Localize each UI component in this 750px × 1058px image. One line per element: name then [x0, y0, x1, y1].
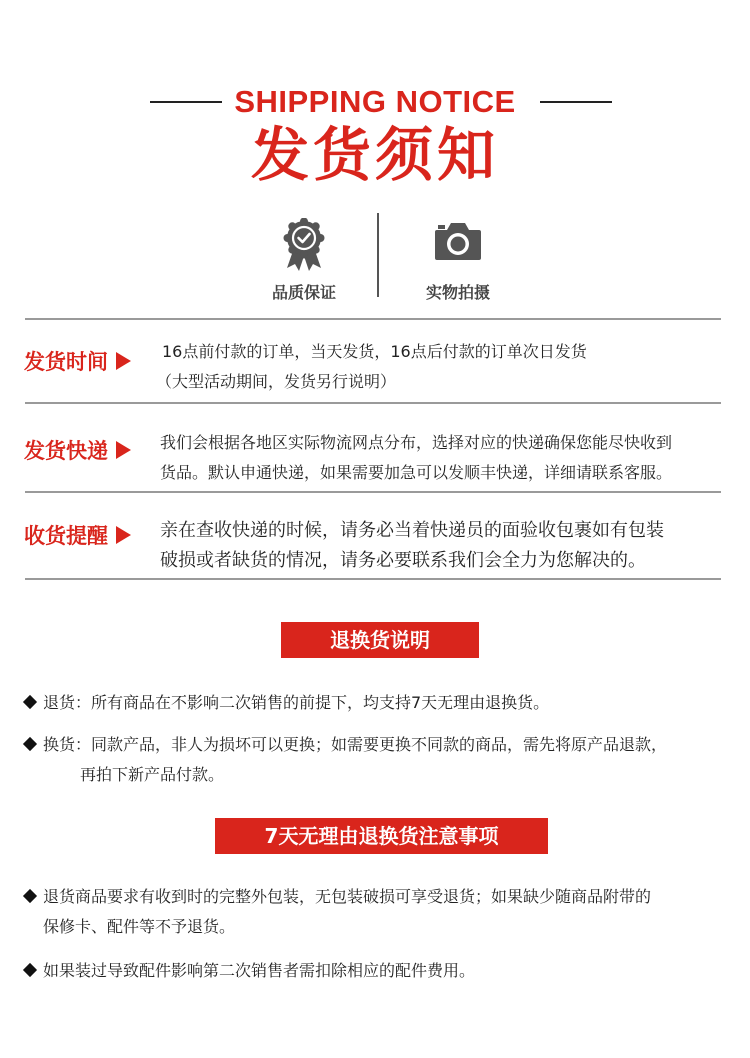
badge-photo-label: 实物拍摄 — [425, 283, 490, 302]
quality-medal-icon — [224, 218, 384, 272]
row-text-courier-2: 货品。默认申通快递，如果需要加急可以发顺丰快递，详细请联系客服。 — [160, 463, 673, 482]
returns-item-return — [22, 688, 549, 718]
divider-3 — [25, 491, 721, 493]
title-english: SHIPPING NOTICE — [234, 84, 516, 119]
camera-icon — [378, 218, 538, 264]
bullet-text: 换货：同款产品，非人为损坏可以更换；如需要更换不同款的商品，需先将原产品退款， — [43, 735, 668, 754]
diamond-bullet-icon — [23, 962, 37, 976]
returns-banner: 退换货说明 — [281, 622, 479, 658]
row-title-text: 收货提醒 — [24, 524, 108, 548]
bullet-text: 再拍下新产品付款。 — [80, 765, 225, 784]
seven-day-banner: 7天无理由退换货注意事项 — [215, 818, 548, 854]
triangle-right-icon — [116, 441, 131, 459]
row-title-shipping-time — [24, 348, 131, 376]
badge-quality — [224, 218, 384, 303]
divider-1 — [25, 318, 721, 320]
row-title-courier — [24, 437, 131, 465]
row-text-courier-1: 我们会根据各地区实际物流网点分布，选择对应的快递确保您能尽快收到 — [160, 433, 673, 452]
row-title-text: 发货时间 — [24, 350, 108, 374]
row-text-receipt-2: 破损或者缺货的情况，请务必要联系我们会全力为您解决的。 — [160, 550, 646, 571]
row-text-shipping-time-2: （大型活动期间，发货另行说明） — [156, 372, 397, 391]
divider-2 — [25, 402, 721, 404]
row-title-receipt — [24, 522, 131, 550]
diamond-bullet-icon — [23, 736, 37, 750]
row-title-text: 发货快递 — [24, 439, 108, 463]
returns-item-exchange-cont — [80, 760, 224, 790]
bullet-text: 保修卡、配件等不予退货。 — [43, 917, 236, 936]
bullet-text: 退货商品要求有收到时的完整外包装，无包装破损可享受退货；如果缺少随商品附带的 — [43, 887, 652, 906]
page-title: 发货须知 — [250, 121, 499, 189]
seven-day-item-accessories — [22, 956, 475, 986]
diamond-bullet-icon — [23, 888, 37, 902]
row-text-receipt-1: 亲在查收快递的时候，请务必当着快递员的面验收包裹如有包装 — [160, 520, 664, 541]
divider-4 — [25, 578, 721, 580]
triangle-right-icon — [116, 352, 131, 370]
returns-item-exchange — [22, 730, 667, 760]
badge-photo — [378, 218, 538, 303]
bullet-text: 如果装过导致配件影响第二次销售者需扣除相应的配件费用。 — [43, 961, 476, 980]
bullet-text: 退货：所有商品在不影响二次销售的前提下，均支持7天无理由退换货。 — [43, 693, 550, 712]
diamond-bullet-icon — [23, 694, 37, 708]
seven-day-item-packaging-cont — [43, 912, 235, 942]
seven-day-item-packaging — [22, 882, 651, 912]
row-text-shipping-time-1: 16点前付款的订单，当天发货，16点后付款的订单次日发货 — [162, 342, 587, 361]
badge-quality-label: 品质保证 — [271, 283, 336, 302]
triangle-right-icon — [116, 526, 131, 544]
